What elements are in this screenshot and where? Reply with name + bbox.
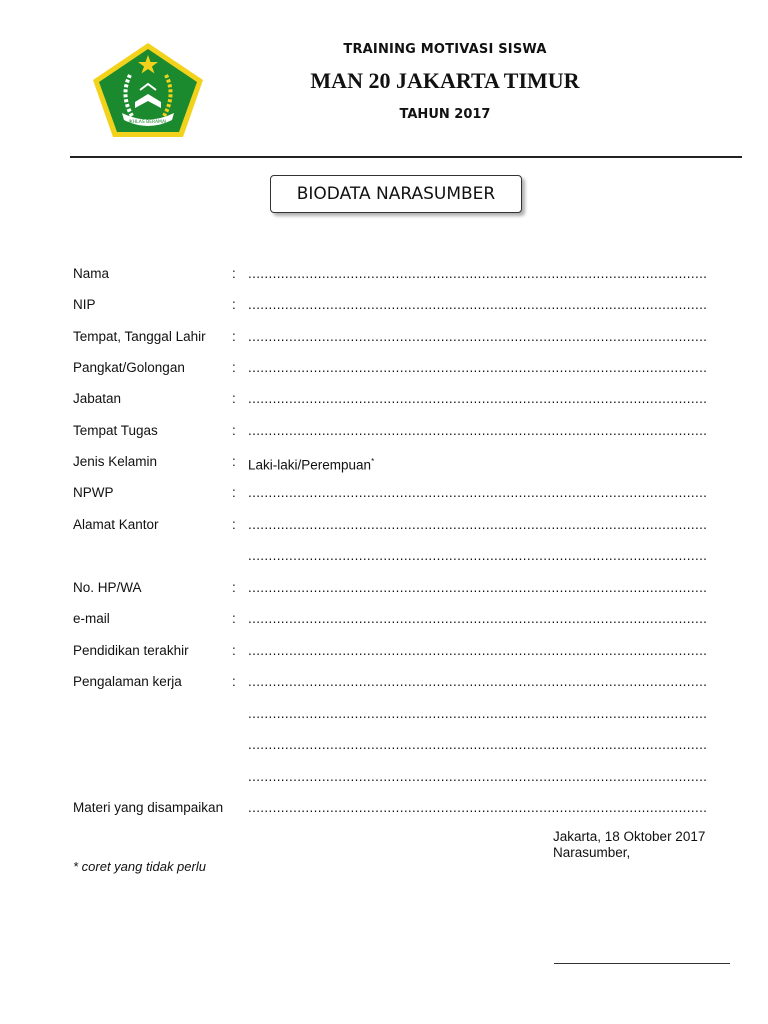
field-colon: : xyxy=(232,329,236,344)
field-colon: : xyxy=(232,517,236,532)
field-colon: : xyxy=(232,266,236,281)
field-label: Alamat Kantor xyxy=(73,517,159,532)
header-divider xyxy=(70,156,742,158)
field-label: Pendidikan terakhir xyxy=(73,643,189,658)
field-label: Nama xyxy=(73,266,110,281)
header-title-line1: TRAINING MOTIVASI SISWA xyxy=(343,42,547,57)
fill-in-line[interactable]: ................................................................................................................ xyxy=(248,360,708,375)
footnote: * coret yang tidak perlu xyxy=(73,859,206,874)
form-row xyxy=(73,641,733,661)
field-label: Jenis Kelamin xyxy=(73,454,158,469)
field-label: Tempat, Tanggal Lahir xyxy=(73,329,206,344)
form-row xyxy=(73,515,733,535)
form-row xyxy=(73,389,733,409)
fill-in-line[interactable]: ................................................................................................................ xyxy=(248,737,708,752)
fill-in-line[interactable]: ................................................................................................................ xyxy=(248,517,708,532)
form-row xyxy=(73,704,733,724)
form-row xyxy=(73,798,733,818)
field-colon: : xyxy=(232,423,236,438)
fill-in-line[interactable]: ................................................................................................................ xyxy=(248,329,708,344)
form-row xyxy=(73,295,733,315)
fill-in-line[interactable]: ................................................................................................................ xyxy=(248,580,708,595)
field-label: NIP xyxy=(73,297,96,312)
fill-in-line[interactable]: ................................................................................................................ xyxy=(248,769,708,784)
fill-in-line[interactable]: ................................................................................................................ xyxy=(248,297,708,312)
signature-block xyxy=(553,829,705,861)
form-row xyxy=(73,421,733,441)
field-label: e-mail xyxy=(73,611,110,626)
form-row xyxy=(73,452,733,472)
field-colon: : xyxy=(232,611,236,626)
field-colon: : xyxy=(232,297,236,312)
form-row xyxy=(73,609,733,629)
signer-role: Narasumber, xyxy=(553,845,631,860)
kemenag-logo-icon xyxy=(90,40,206,140)
fill-in-line[interactable]: ................................................................................................................ xyxy=(248,800,708,815)
form-row xyxy=(73,546,733,566)
fill-in-line[interactable]: ................................................................................................................ xyxy=(248,674,708,689)
form-title-box xyxy=(270,175,522,213)
header-year: TAHUN 2017 xyxy=(399,107,491,122)
field-colon: : xyxy=(232,580,236,595)
field-label: Pangkat/Golongan xyxy=(73,360,185,375)
form-row xyxy=(73,327,733,347)
fill-in-line[interactable]: ................................................................................................................ xyxy=(248,266,708,281)
form-row xyxy=(73,483,733,503)
field-label: Jabatan xyxy=(73,391,122,406)
field-label: Tempat Tugas xyxy=(73,423,158,438)
form-row xyxy=(73,578,733,598)
field-colon: : xyxy=(232,391,236,406)
form-row xyxy=(73,735,733,755)
form-row xyxy=(73,358,733,378)
field-colon: : xyxy=(232,360,236,375)
fill-in-line[interactable]: ................................................................................................................ xyxy=(248,643,708,658)
field-colon: : xyxy=(232,674,236,689)
form-title: BIODATA NARASUMBER xyxy=(296,184,496,204)
fill-in-line[interactable]: ................................................................................................................ xyxy=(248,485,708,500)
field-colon: : xyxy=(232,454,236,469)
field-value[interactable] xyxy=(248,452,374,476)
school-name: MAN 20 JAKARTA TIMUR xyxy=(310,68,580,93)
svg-text:IKHLAS BERAMAL: IKHLAS BERAMAL xyxy=(128,120,168,125)
fill-in-line[interactable]: ................................................................................................................ xyxy=(248,548,708,563)
fill-in-line[interactable]: ................................................................................................................ xyxy=(248,391,708,406)
place-date: Jakarta, 18 Oktober 2017 xyxy=(553,829,706,844)
field-label: NPWP xyxy=(73,485,114,500)
form-row xyxy=(73,264,733,284)
signature-line[interactable] xyxy=(554,963,730,964)
field-label: Materi yang disampaikan xyxy=(73,800,224,815)
field-label: No. HP/WA xyxy=(73,580,142,595)
field-label: Pengalaman kerja xyxy=(73,674,182,689)
field-colon: : xyxy=(232,643,236,658)
form-row xyxy=(73,672,733,692)
field-value-text: Laki-laki/Perempuan xyxy=(248,457,372,473)
fill-in-line[interactable]: ................................................................................................................ xyxy=(248,706,708,721)
field-colon: : xyxy=(232,485,236,500)
fill-in-line[interactable]: ................................................................................................................ xyxy=(248,611,708,626)
footnote-mark: * xyxy=(371,457,375,466)
form-row xyxy=(73,767,733,787)
fill-in-line[interactable]: ................................................................................................................ xyxy=(248,423,708,438)
